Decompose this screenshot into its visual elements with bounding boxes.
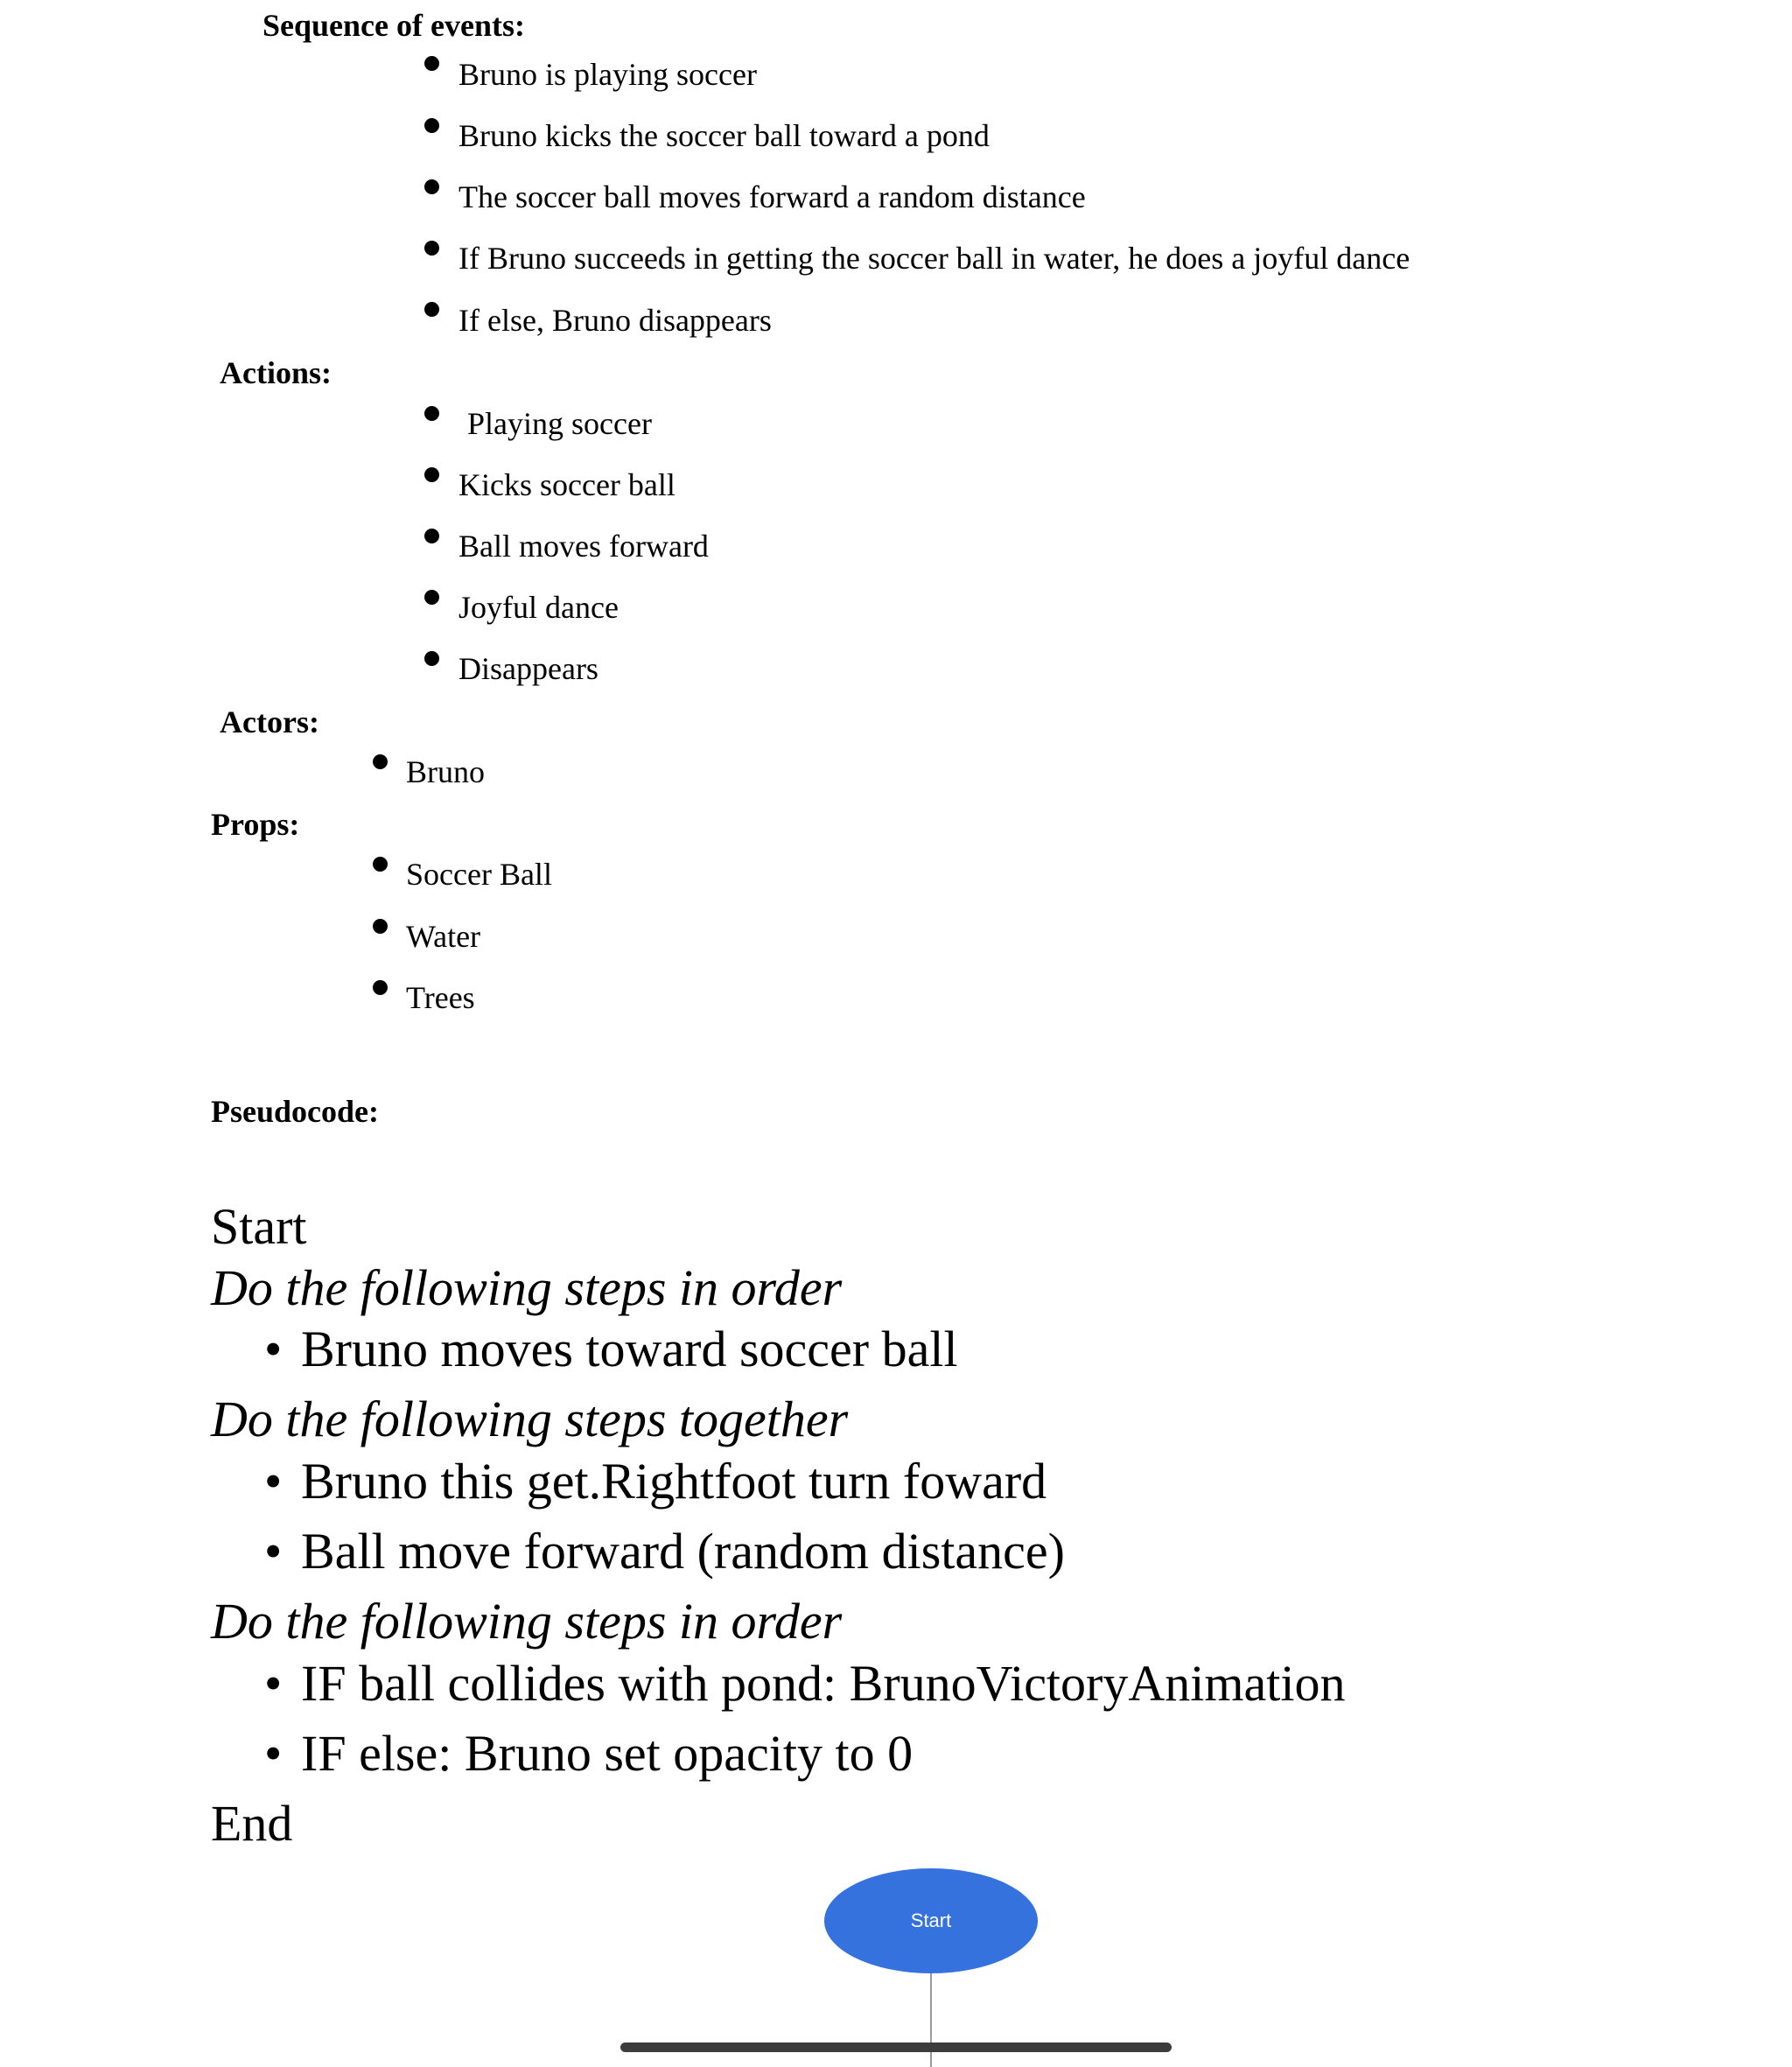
props-heading: Props:	[211, 807, 300, 842]
actor-item: Bruno	[406, 754, 485, 789]
sequence-item: If else, Bruno disappears	[458, 303, 772, 338]
bullet	[424, 651, 439, 666]
bullet	[424, 56, 439, 71]
bullet	[424, 241, 439, 256]
pseudocode-item: IF else: Bruno set opacity to 0	[301, 1725, 914, 1782]
pseudocode-step-in-order: Do the following steps in order	[211, 1593, 843, 1650]
pseudocode-item: Ball move forward (random distance)	[301, 1523, 1065, 1580]
actors-heading: Actors:	[220, 704, 319, 739]
pseudocode-start: Start	[211, 1198, 307, 1255]
pseudocode-item: IF ball collides with pond: BrunoVictoryAnimation	[301, 1655, 1346, 1712]
bullet	[373, 754, 388, 769]
sequence-item: The soccer ball moves forward a random distance	[458, 179, 1086, 214]
sequence-item: Bruno is playing soccer	[458, 57, 757, 92]
pseudocode-bullet: •	[264, 1523, 283, 1580]
flowchart-start-label: Start	[910, 1909, 952, 1931]
prop-item: Soccer Ball	[406, 857, 552, 892]
pseudocode-bullet: •	[264, 1321, 283, 1377]
prop-item: Water	[406, 919, 481, 954]
bullet	[424, 467, 439, 482]
bullet	[424, 179, 439, 194]
flowchart-start-node	[824, 1868, 1038, 1973]
bullet	[424, 590, 439, 605]
pseudocode-step-in-order: Do the following steps in order	[211, 1259, 843, 1316]
pseudocode-item: Bruno this get.Rightfoot turn foward	[301, 1453, 1047, 1510]
sequence-item: Bruno kicks the soccer ball toward a pond	[458, 118, 990, 153]
bullet	[424, 529, 439, 543]
action-item: Playing soccer	[467, 406, 652, 441]
bullet	[373, 857, 388, 872]
bullet	[424, 302, 439, 317]
action-item: Disappears	[458, 651, 598, 686]
bullet	[373, 919, 388, 934]
pseudocode-bullet: •	[264, 1725, 283, 1782]
pseudocode-bullet: •	[264, 1655, 283, 1712]
bullet	[373, 980, 388, 995]
prop-item: Trees	[406, 980, 475, 1015]
sequence-heading: Sequence of events:	[262, 8, 525, 43]
bullet	[424, 118, 439, 133]
action-item: Joyful dance	[458, 590, 619, 625]
pseudocode-item: Bruno moves toward soccer ball	[301, 1321, 958, 1377]
pseudocode-bullet: •	[264, 1453, 283, 1510]
flowchart-connector	[930, 1973, 932, 2067]
pseudocode-end: End	[211, 1795, 293, 1852]
bullet	[424, 406, 439, 421]
action-item: Ball moves forward	[458, 529, 709, 564]
pseudocode-heading: Pseudocode:	[211, 1094, 379, 1129]
pseudocode-step-together: Do the following steps together	[211, 1391, 849, 1447]
actions-heading: Actions:	[220, 355, 332, 390]
home-indicator[interactable]	[620, 2042, 1172, 2052]
action-item: Kicks soccer ball	[458, 467, 676, 502]
sequence-item: If Bruno succeeds in getting the soccer ball in water, he does a joyful dance	[458, 241, 1410, 276]
